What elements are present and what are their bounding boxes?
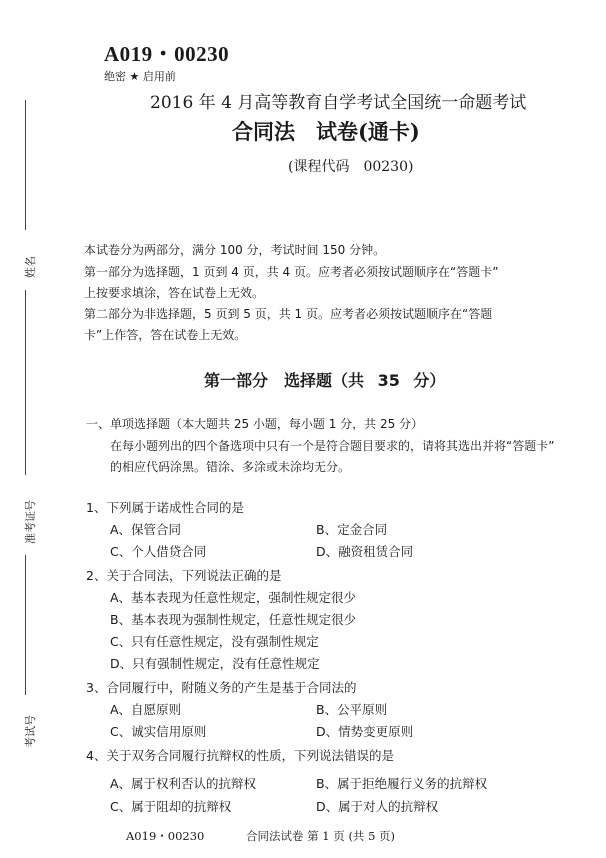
exam-id-label: 准考证号 [24,500,37,544]
section-description: 在每小题列出的四个备选项中只有一个是符合题目要求的，请将其选出并将“答题卡” [110,439,555,453]
option-d: D、情势变更原则 [316,724,414,739]
instruction-line: 第二部分为非选择题，5 页到 5 页，共 1 页。应考者必须按试题顺序在“答题 [84,307,493,321]
option-c: C、属于阻却的抗辩权 [110,799,232,814]
option-c: C、个人借贷合同 [110,544,207,559]
binding-line-middle [25,290,26,475]
secrecy-label: 绝密 ★ 启用前 [104,70,176,83]
exam-room-label: 考试号 [24,715,37,748]
paper-title: 合同法 试卷(通卡) [232,119,420,144]
section-description: 的相应代码涂黑。错涂、多涂或未涂均无分。 [110,460,351,474]
question-stem: 3、合同履行中，附随义务的产生是基于合同法的 [86,680,357,695]
option-b: B、基本表现为强制性规定，任意性规定很少 [110,612,357,627]
instruction-line: 卡”上作答，答在试卷上无效。 [84,328,247,342]
option-d: D、属于对人的抗辩权 [316,799,439,814]
question-stem: 2、关于合同法，下列说法正确的是 [86,568,282,583]
question-stem: 1、下列属于诺成性合同的是 [86,500,244,515]
option-a: A、自愿原则 [110,702,182,717]
option-c: C、只有任意性规定，没有强制性规定 [110,634,319,649]
paper-code: A019・00230 [104,42,230,66]
option-a: A、属于权利否认的抗辩权 [110,776,257,791]
footer-code: A019・00230 [126,829,205,843]
section-heading: 一、单项选择题（本大题共 25 小题，每小题 1 分，共 25 分） [86,417,424,431]
question-stem: 4、关于双务合同履行抗辩权的性质，下列说法错误的是 [86,748,394,763]
option-d: D、只有强制性规定，没有任意性规定 [110,656,320,671]
course-code: (课程代码 00230) [288,159,414,175]
exam-title: 2016 年 4 月高等教育自学考试全国统一命题考试 [150,93,527,113]
binding-line-top [25,100,26,230]
name-label: 姓名 [24,256,37,278]
instruction-line: 上按要求填涂，答在试卷上无效。 [84,286,265,300]
footer-page-info: 合同法试卷 第 1 页 (共 5 页) [246,829,396,843]
option-b: B、定金合同 [316,522,388,537]
option-d: D、融资租赁合同 [316,544,414,559]
option-b: B、公平原则 [316,702,388,717]
part-heading: 第一部分 选择题（共 35 分） [204,371,446,390]
option-a: A、基本表现为任意性规定，强制性规定很少 [110,590,357,605]
binding-line-lower [25,555,26,695]
option-a: A、保管合同 [110,522,182,537]
instruction-line: 第一部分为选择题，1 页到 4 页，共 4 页。应考者必须按试题顺序在“答题卡” [84,265,499,279]
option-c: C、诚实信用原则 [110,724,207,739]
option-b: B、属于拒绝履行义务的抗辩权 [316,776,488,791]
instruction-line: 本试卷分为两部分，满分 100 分，考试时间 150 分钟。 [84,243,386,257]
